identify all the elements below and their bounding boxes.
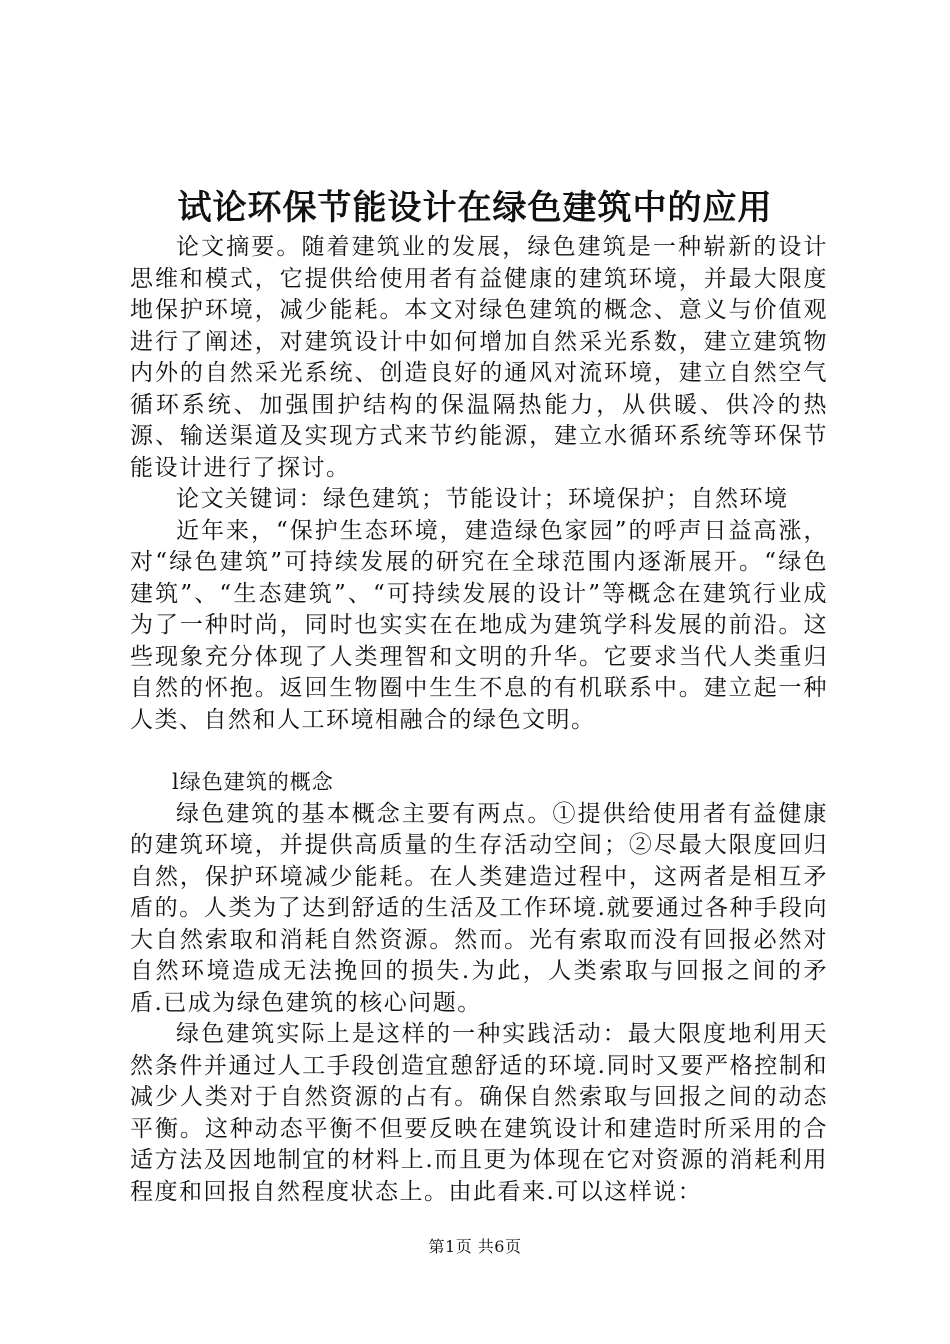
- paragraph-spacer: [130, 736, 828, 767]
- intro-paragraph: 近年来，“保护生态环境，建造绿色家园”的呼声日益高涨，对“绿色建筑”可持续发展的研究在全球范围内逐渐展开。“绿色建筑”、“生态建筑”、“可持续发展的设计”等概念在建筑行业成为了一种时尚，同时也实实在在地成为建筑学科发展的前沿。这些现象充分体现了人类理智和文明的升华。它要求当代人类重归自然的怀抱。返回生物圈中生生不息的有机联系中。建立起一种人类、自然和人工环境相融合的绿色文明。: [130, 517, 828, 733]
- abstract-paragraph: 论文摘要。随着建筑业的发展，绿色建筑是一种崭新的设计思维和模式，它提供给使用者有益健康的建筑环境，并最大限度地保护环境，减少能耗。本文对绿色建筑的概念、意义与价值观进行了阐述，对建筑设计中如何增加自然采光系数，建立建筑物内外的自然采光系统、创造良好的通风对流环境，建立自然空气循环系统、加强围护结构的保温隔热能力，从供暖、供冷的热源、输送渠道及实现方式来节约能源，建立水循环系统等环保节能设计进行了探讨。: [130, 234, 828, 481]
- keywords-paragraph: 论文关键词：绿色建筑；节能设计；环境保护；自然环境: [176, 486, 789, 512]
- section-paragraph-1: 绿色建筑的基本概念主要有两点。①提供给使用者有益健康的建筑环境，并提供高质量的生存活动空间；②尽最大限度回归自然，保护环境减少能耗。在人类建造过程中，这两者是相互矛盾的。人类为了达到舒适的生活及工作环境.就要通过各种手段向大自然索取和消耗自然资源。然而。光有索取而没有回报必然对自然环境造成无法挽回的损失.为此，人类索取与回报之间的矛盾.已成为绿色建筑的核心问题。: [130, 800, 828, 1016]
- section-paragraph-2: 绿色建筑实际上是这样的一种实践活动：最大限度地利用天然条件并通过人工手段创造宜憩舒适的环境.同时又要严格控制和减少人类对于自然资源的占有。确保自然索取与回报之间的动态平衡。这种动态平衡不但要反映在建筑设计和建造时所采用的合适方法及因地制宜的材料上.而且更为体现在它对资源的消耗利用程度和回报自然程度状态上。由此看来.可以这样说：: [130, 1021, 828, 1205]
- document-title: 试论环保节能设计在绿色建筑中的应用: [177, 188, 773, 228]
- section-heading: l绿色建筑的概念: [172, 770, 334, 794]
- document-body: [130, 232, 828, 1208]
- page-footer: 第1页 共6页: [428, 1237, 522, 1256]
